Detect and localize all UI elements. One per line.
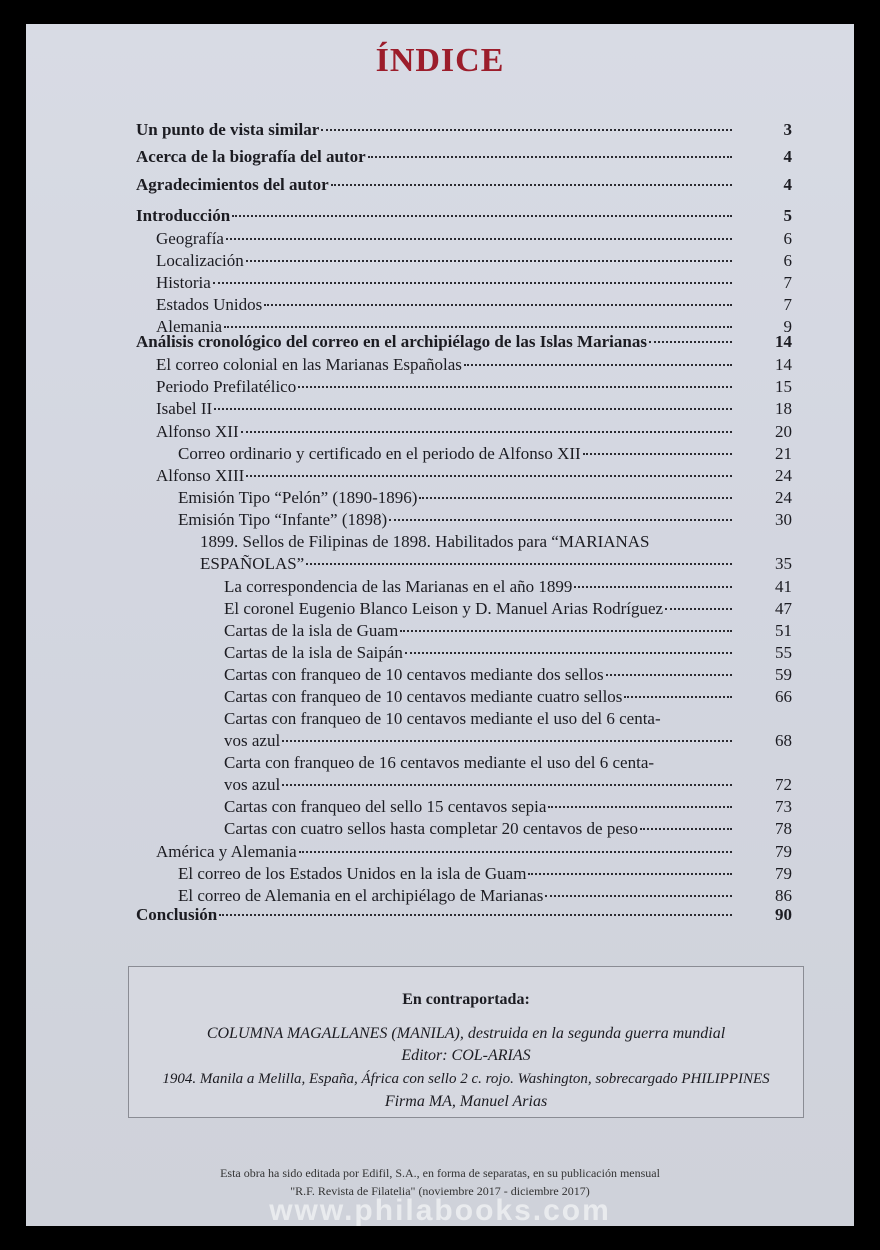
leader-dots bbox=[306, 563, 732, 565]
toc-entry bbox=[224, 642, 792, 664]
leader-dots bbox=[246, 475, 732, 477]
toc-page-number: 5 bbox=[783, 206, 792, 225]
toc-entry-label: El correo de Alemania en el archipiélago de Marianas bbox=[178, 886, 544, 905]
leader-dots bbox=[574, 586, 732, 588]
toc-entry-label: Historia bbox=[156, 273, 211, 292]
toc-page-number: 24 bbox=[775, 466, 792, 485]
toc-entry-label: Agradecimientos del autor bbox=[136, 175, 329, 194]
toc-page-number: 6 bbox=[783, 229, 792, 248]
toc-page-number: 18 bbox=[775, 399, 792, 418]
toc-entry-label: Cartas con franqueo de 10 centavos mediante dos sellos bbox=[224, 665, 604, 684]
toc-entry-label: Geografía bbox=[156, 229, 224, 248]
back-cover-line: Firma MA, Manuel Arias bbox=[384, 1093, 548, 1110]
toc-entry-label: Isabel II bbox=[156, 399, 213, 418]
toc-page-number: 35 bbox=[775, 554, 792, 573]
toc-entry bbox=[224, 686, 792, 708]
toc-page-number: 86 bbox=[775, 886, 792, 905]
toc-entry bbox=[136, 904, 792, 926]
toc-entry bbox=[136, 174, 792, 196]
toc-entry-label-continued: vos azul bbox=[224, 775, 281, 794]
leader-dots bbox=[224, 326, 732, 328]
toc-entry-label: Cartas con franqueo de 10 centavos mediante cuatro sellos bbox=[224, 687, 623, 706]
toc-entry-label: Conclusión bbox=[136, 905, 218, 924]
toc-page-number: 73 bbox=[775, 797, 792, 816]
toc-entry-label: Alemania bbox=[156, 317, 223, 336]
leader-dots bbox=[219, 914, 732, 916]
leader-dots bbox=[321, 129, 732, 131]
toc-page-number: 41 bbox=[775, 577, 792, 596]
table-of-contents bbox=[26, 24, 854, 984]
toc-entry bbox=[156, 354, 792, 376]
toc-entry-label: Emisión Tipo “Infante” (1898) bbox=[178, 510, 388, 529]
toc-entry-label: Cartas con franqueo del sello 15 centavos sepia bbox=[224, 797, 547, 816]
toc-entry bbox=[224, 730, 792, 752]
toc-entry bbox=[156, 228, 792, 250]
toc-page-number: 6 bbox=[783, 251, 792, 270]
toc-entry bbox=[224, 664, 792, 686]
leader-dots bbox=[400, 630, 732, 632]
toc-page-number: 66 bbox=[775, 687, 792, 706]
toc-entry-label: Alfonso XIII bbox=[156, 466, 245, 485]
toc-entry-label: El correo colonial en las Marianas Españolas bbox=[156, 355, 462, 374]
toc-entry-label-continued: vos azul bbox=[224, 731, 281, 750]
toc-entry-label: Cartas con franqueo de 10 centavos mediante el uso del 6 centa- bbox=[224, 709, 661, 728]
toc-entry bbox=[156, 398, 792, 420]
toc-entry bbox=[136, 205, 792, 227]
toc-entry-label: Cartas de la isla de Guam bbox=[224, 621, 399, 640]
leader-dots bbox=[640, 828, 732, 830]
toc-page-number: 59 bbox=[775, 665, 792, 684]
toc-entry-label: Alfonso XII bbox=[156, 422, 239, 441]
leader-dots bbox=[232, 215, 732, 217]
back-cover-heading: En contraportada: bbox=[402, 991, 530, 1008]
toc-page-number: 9 bbox=[783, 317, 792, 336]
toc-entry-label: América y Alemania bbox=[156, 842, 297, 861]
leader-dots bbox=[419, 497, 732, 499]
leader-dots bbox=[528, 873, 732, 875]
toc-entry-label: La correspondencia de las Marianas en el año 1899 bbox=[224, 577, 573, 596]
toc-entry bbox=[156, 272, 792, 294]
toc-entry-label: Análisis cronológico del correo en el archipiélago de las Islas Marianas bbox=[136, 332, 647, 351]
back-cover-line: COLUMNA MAGALLANES (MANILA), destruida en la segunda guerra mundial bbox=[206, 1025, 726, 1042]
toc-entry bbox=[178, 487, 792, 509]
toc-page-number: 4 bbox=[783, 175, 792, 194]
toc-entry bbox=[136, 119, 792, 141]
toc-page-number: 15 bbox=[775, 377, 792, 396]
toc-entry bbox=[224, 796, 792, 818]
toc-entry-label: Cartas con cuatro sellos hasta completar 20 centavos de peso bbox=[224, 819, 639, 838]
toc-entry-label: El coronel Eugenio Blanco Leison y D. Manuel Arias Rodríguez bbox=[224, 599, 664, 618]
toc-entry-label: Correo ordinario y certificado en el periodo de Alfonso XII bbox=[178, 444, 581, 463]
toc-page-number: 68 bbox=[775, 731, 792, 750]
toc-entry bbox=[156, 465, 792, 487]
toc-entry bbox=[156, 376, 792, 398]
toc-entry-label: Localización bbox=[156, 251, 244, 270]
back-cover-note bbox=[128, 966, 804, 1118]
toc-entry-label: Periodo Prefilatélico bbox=[156, 377, 297, 396]
leader-dots bbox=[226, 238, 732, 240]
document-page bbox=[26, 24, 854, 1226]
leader-dots bbox=[264, 304, 732, 306]
toc-entry-label: 1899. Sellos de Filipinas de 1898. Habilitados para “MARIANAS bbox=[200, 532, 650, 551]
toc-entry bbox=[156, 250, 792, 272]
toc-entry bbox=[156, 294, 792, 316]
toc-page-number: 7 bbox=[783, 273, 792, 292]
toc-entry bbox=[178, 443, 792, 465]
leader-dots bbox=[389, 519, 732, 521]
footer-line: "R.F. Revista de Filatelia" (noviembre 2017 - diciembre 2017) bbox=[290, 1184, 590, 1198]
toc-page-number: 55 bbox=[775, 643, 792, 662]
leader-dots bbox=[213, 282, 732, 284]
toc-entry-label: El correo de los Estados Unidos en la isla de Guam bbox=[178, 864, 527, 883]
toc-entry bbox=[178, 509, 792, 531]
leader-dots bbox=[548, 806, 732, 808]
toc-page-number: 20 bbox=[775, 422, 792, 441]
toc-page-number: 21 bbox=[775, 444, 792, 463]
leader-dots bbox=[246, 260, 732, 262]
toc-page-number: 90 bbox=[775, 905, 792, 924]
toc-entry bbox=[224, 818, 792, 840]
toc-entry-label-continued: ESPAÑOLAS” bbox=[200, 554, 305, 573]
toc-entry-label: Cartas de la isla de Saipán bbox=[224, 643, 403, 662]
leader-dots bbox=[299, 851, 732, 853]
toc-page-number: 30 bbox=[775, 510, 792, 529]
toc-page-number: 3 bbox=[783, 120, 792, 139]
toc-entry bbox=[156, 841, 792, 863]
leader-dots bbox=[606, 674, 732, 676]
leader-dots bbox=[583, 453, 732, 455]
toc-entry-label: Un punto de vista similar bbox=[136, 120, 320, 139]
leader-dots bbox=[405, 652, 732, 654]
leader-dots bbox=[282, 784, 732, 786]
footer-line: Esta obra ha sido editada por Edifil, S.A., en forma de separatas, en su publicación mensual bbox=[220, 1166, 660, 1180]
leader-dots bbox=[298, 386, 732, 388]
toc-page-number: 14 bbox=[775, 332, 792, 351]
toc-page-number: 79 bbox=[775, 864, 792, 883]
toc-entry-label: Estados Unidos bbox=[156, 295, 263, 314]
toc-entry bbox=[224, 598, 792, 620]
leader-dots bbox=[282, 740, 732, 742]
leader-dots bbox=[624, 696, 732, 698]
toc-page-number: 51 bbox=[775, 621, 792, 640]
toc-entry bbox=[156, 421, 792, 443]
toc-entry bbox=[178, 863, 792, 885]
leader-dots bbox=[241, 431, 732, 433]
toc-page-number: 24 bbox=[775, 488, 792, 507]
toc-page-number: 14 bbox=[775, 355, 792, 374]
leader-dots bbox=[331, 184, 732, 186]
toc-entry bbox=[224, 620, 792, 642]
toc-entry bbox=[200, 553, 792, 575]
back-cover-line: 1904. Manila a Melilla, España, África con sello 2 c. rojo. Washington, sobrecargado PHILIPPINES bbox=[162, 1071, 770, 1087]
toc-entry-label: Emisión Tipo “Pelón” (1890-1896) bbox=[178, 488, 418, 507]
leader-dots bbox=[545, 895, 732, 897]
leader-dots bbox=[368, 156, 732, 158]
toc-entry bbox=[224, 576, 792, 598]
toc-page-number: 79 bbox=[775, 842, 792, 861]
toc-page-number: 47 bbox=[775, 599, 792, 618]
index-title: ÍNDICE bbox=[375, 42, 505, 79]
toc-entry bbox=[136, 331, 792, 353]
watermark: www.philabooks.com bbox=[269, 1194, 611, 1226]
toc-entry bbox=[136, 146, 792, 168]
toc-page-number: 7 bbox=[783, 295, 792, 314]
leader-dots bbox=[665, 608, 732, 610]
leader-dots bbox=[649, 341, 732, 343]
leader-dots bbox=[214, 408, 732, 410]
toc-entry-label: Acerca de la biografía del autor bbox=[136, 147, 366, 166]
toc-page-number: 72 bbox=[775, 775, 792, 794]
toc-page-number: 78 bbox=[775, 819, 792, 838]
back-cover-line: Editor: COL-ARIAS bbox=[401, 1047, 531, 1064]
toc-entry bbox=[224, 774, 792, 796]
toc-entry-label: Introducción bbox=[136, 206, 231, 225]
toc-page-number: 4 bbox=[783, 147, 792, 166]
toc-entry-label: Carta con franqueo de 16 centavos mediante el uso del 6 centa- bbox=[224, 753, 655, 772]
leader-dots bbox=[464, 364, 732, 366]
